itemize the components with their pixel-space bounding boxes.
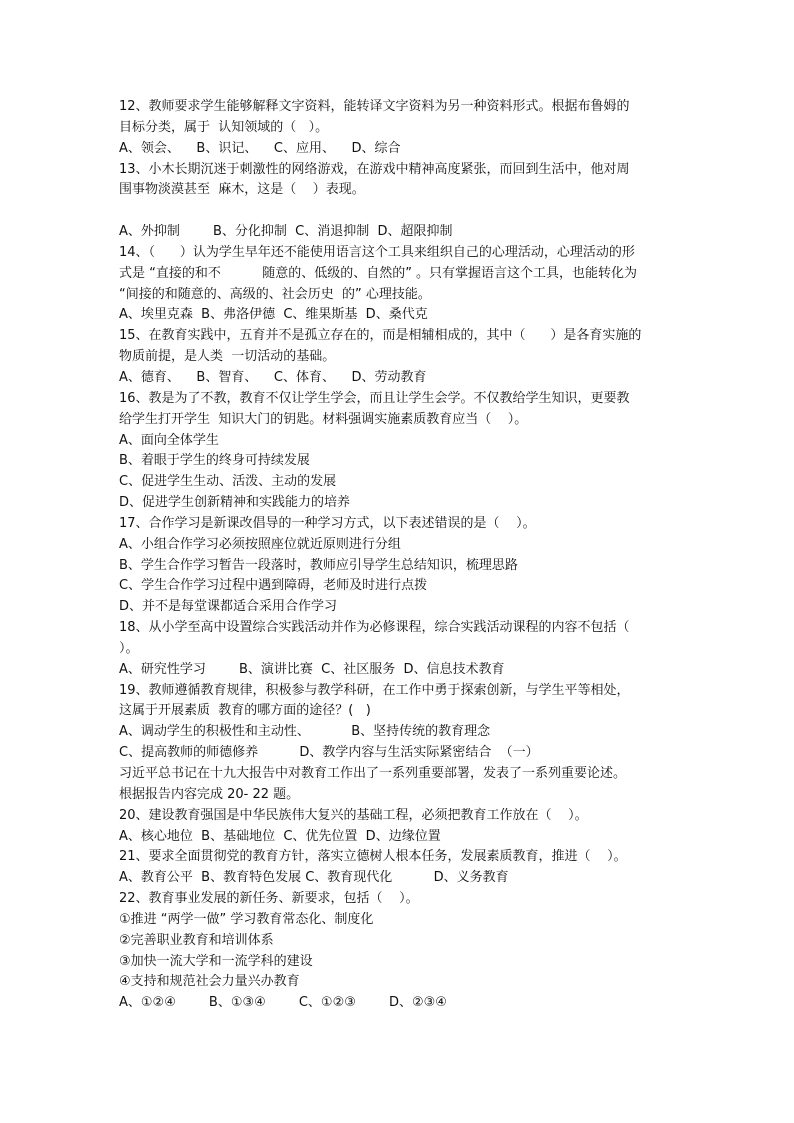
- question-16-option-c: C、促进学生生动、活泼、主动的发展: [119, 474, 337, 490]
- question-17-stem: 17、合作学习是新课改倡导的一种学习方式，以下表述错误的是（ ）。: [119, 515, 536, 531]
- question-16-stem: 16、教是为了不教，教育不仅让学生学会，而且让学生会学。不仅教给学生知识，更要教: [119, 390, 630, 406]
- question-18-stem: 18、从小学至高中设置综合实践活动并作为必修课程，综合实践活动课程的内容不包括（: [119, 620, 630, 636]
- question-17-option-c: C、学生合作学习过程中遇到障碍，老师及时进行点拨: [119, 578, 428, 594]
- question-18-stem-cont: ）。: [119, 640, 139, 656]
- question-15-stem-cont: 物质前提，是人类 一切活动的基础。: [119, 349, 336, 365]
- question-22-stem: 22、教育事业发展的新任务、新要求，包括（ ）。: [119, 891, 419, 907]
- question-12-options: A、领会、 B、识记、 C、应用、 D、综合: [119, 140, 401, 156]
- question-22-item-4: ④支持和规范社会力量兴办教育: [119, 974, 300, 990]
- question-17-option-d: D、并不是每堂课都适合采用合作学习: [119, 599, 338, 615]
- question-22-item-3: ③加快一流大学和一流学科的建设: [119, 953, 313, 969]
- question-16-option-b: B、着眼于学生的终身可持续发展: [119, 453, 310, 469]
- question-18-options: A、研究性学习 B、演讲比赛 C、社区服务 D、信息技术教育: [119, 661, 505, 677]
- question-14-options: A、埃里克森 B、弗洛伊德 C、维果斯基 D、桑代克: [119, 307, 428, 323]
- question-15-stem: 15、在教育实践中，五育并不是孤立存在的，而是相辅相成的，其中（ ）是各育实施的: [119, 328, 642, 344]
- section-intro-cont: 根据报告内容完成 20- 22 题。: [119, 786, 300, 802]
- question-17-option-b: B、学生合作学习暂告一段落时，教师应引导学生总结知识，梳理思路: [119, 557, 518, 573]
- question-19-options-cd: C、提高教师的师德修养 D、教学内容与生活实际紧密结合 （一）: [119, 745, 539, 761]
- question-13-stem-cont: 围事物淡漠甚至 麻木，这是（ ）表现。: [119, 182, 365, 198]
- question-14-stem: 14、（ ）认为学生早年还不能使用语言这个工具来组织自己的心理活动，心理活动的形: [119, 244, 635, 260]
- question-14-stem-cont: “间接的和随意的、高级的、社会历史 的” 心理技能。: [119, 286, 431, 302]
- question-12-stem-cont: 目标分类，属于 认知领域的（ ）。: [119, 119, 329, 135]
- question-14-stem-cont: 式是 “直接的和不 随意的、低级的、自然的” 。只有掌握语言这个工具，也能转化为: [119, 265, 638, 281]
- question-15-options: A、德育、 B、智育、 C、体育、 D、劳动教育: [119, 369, 427, 385]
- question-16-option-d: D、促进学生创新精神和实践能力的培养: [119, 495, 351, 511]
- section-intro: 习近平总书记在十九大报告中对教育工作出了一系列重要部署，发表了一系列重要论述。: [119, 766, 627, 781]
- question-16-option-a: A、面向全体学生: [119, 432, 219, 448]
- question-13-stem: 13、小木长期沉迷于刺激性的网络游戏，在游戏中精神高度紧张，而回到生活中，他对周: [119, 161, 630, 177]
- question-19-options-ab: A、调动学生的积极性和主动性、 B、坚持传统的教育理念: [119, 724, 491, 740]
- question-22-options: A、①②④ B、①③④ C、①②③ D、②③④: [119, 995, 447, 1011]
- question-20-options: A、核心地位 B、基础地位 C、优先位置 D、边缘位置: [119, 828, 441, 844]
- question-17-option-a: A、小组合作学习必须按照座位就近原则进行分组: [119, 536, 401, 552]
- question-22-item-2: ②完善职业教育和培训体系: [119, 932, 274, 948]
- question-20-stem: 20、建设教育强国是中华民族伟大复兴的基础工程，必须把教育工作放在（ ）。: [119, 807, 588, 823]
- question-22-item-1: ①推进 “两学一做” 学习教育常态化、制度化: [119, 911, 374, 927]
- question-19-stem-cont: 这属于开展素质 教育的哪方面的途径？( ): [119, 703, 371, 719]
- question-12-stem: 12、教师要求学生能够解释文字资料，能转译文字资料为另一种资料形式。根据布鲁姆的: [119, 99, 630, 114]
- document-body: [119, 97, 679, 1014]
- question-19-stem: 19、教师遵循教育规律，积极参与教学科研，在工作中勇于探索创新，与学生平等相处，: [119, 682, 630, 698]
- blank-line: [119, 201, 679, 222]
- question-21-options: A、教育公平 B、教育特色发展 C、教育现代化 D、义务教育: [119, 870, 509, 886]
- question-16-stem-cont: 给学生打开学生 知识大门的钥匙。材料强调实施素质教育应当（ ）。: [119, 411, 528, 427]
- question-21-stem: 21、要求全面贯彻党的教育方针，落实立德树人根本任务，发展素质教育，推进（ ）。: [119, 849, 627, 865]
- question-13-options: A、外抑制 B、分化抑制 C、消退抑制 D、超限抑制: [119, 224, 453, 240]
